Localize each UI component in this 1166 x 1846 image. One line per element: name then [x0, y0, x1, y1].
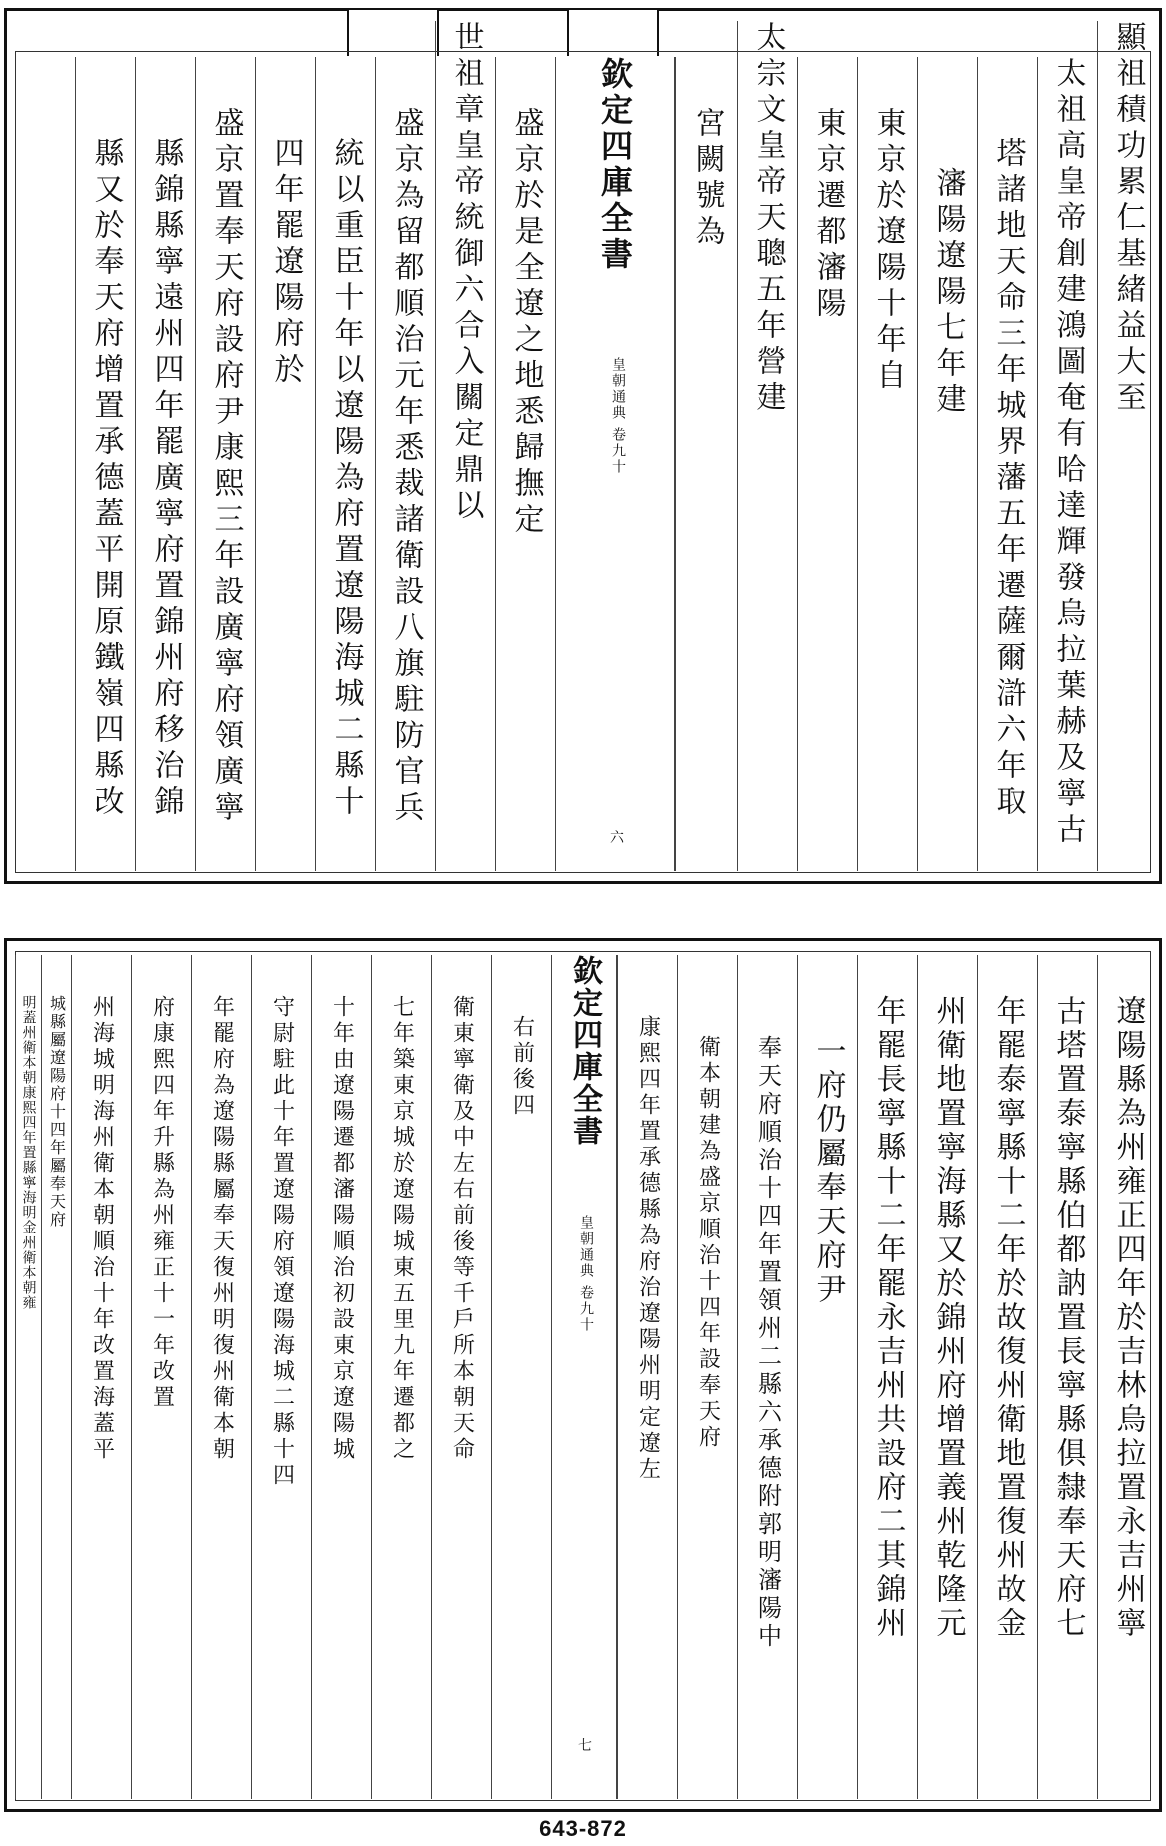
top-center-band [555, 57, 675, 871]
bottom-column: 城縣屬遼陽府十四年屬奉天府 [41, 955, 71, 1799]
plate-number: 643-872 [539, 1816, 627, 1841]
top-column: 縣又於奉天府增置承德蓋平開原鐵嶺四縣改 [75, 57, 135, 871]
bottom-column: 衛本朝建為盛京順治十四年設奉天府 [677, 955, 737, 1799]
bottom-column: 年罷泰寧縣十二年於故復州衛地置復州故金 [977, 955, 1037, 1799]
top-column: 盛京於是全遼之地悉歸撫定 [495, 57, 555, 871]
leaf-number: 七 [578, 1738, 592, 1754]
top-column: 統以重臣十年以遼陽為府置遼陽海城二縣十 [315, 57, 375, 871]
bottom-column: 年罷府為遼陽縣屬奉天復州明復州衛本朝 [191, 955, 251, 1799]
top-column: 塔諸地天命三年城界藩五年遷薩爾滸六年取 [977, 57, 1037, 871]
bottom-column: 明蓋州衛本朝康熙四年置縣寧海明金州衛本朝雍 [15, 955, 41, 1799]
top-column: 顯祖積功累仁基緒益大至 [1097, 21, 1157, 871]
bottom-column: 康熙四年置承德縣為府治遼陽州明定遼左 [617, 955, 677, 1799]
bottom-column: 古塔置泰寧縣伯都訥置長寧縣俱隸奉天府七 [1037, 955, 1097, 1799]
top-column: 世祖章皇帝統御六合入關定鼎以 [435, 21, 495, 871]
bottom-page [4, 938, 1162, 1812]
bottom-column: 七年築東京城於遼陽城東五里九年遷都之 [371, 955, 431, 1799]
bottom-column: 州衛地置寧海縣又於錦州府增置義州乾隆元 [917, 955, 977, 1799]
top-column: 宮闕號為 [675, 57, 737, 871]
library-title: 欽定四庫全書 [596, 57, 634, 273]
bottom-column: 守尉駐此十年置遼陽府領遼陽海城二縣十四 [251, 955, 311, 1799]
bottom-column: 年罷長寧縣十二年罷永吉州共設府二其錦州 [857, 955, 917, 1799]
bottom-column: 右前後四 [491, 955, 551, 1799]
bottom-column: 遼陽縣為州雍正四年於吉林烏拉置永吉州寧 [1097, 955, 1157, 1799]
leaf-number: 六 [610, 830, 624, 846]
library-title: 欽定四庫全書 [567, 955, 602, 1147]
bottom-center-band [551, 955, 617, 1799]
bottom-column: 一府仍屬奉天府尹 [797, 955, 857, 1799]
bottom-column: 十年由遼陽遷都瀋陽順治初設東京遼陽城 [311, 955, 371, 1799]
bottom-column: 府康熙四年升縣為州雍正十一年改置 [131, 955, 191, 1799]
bottom-extra-columns [8, 950, 9, 951]
top-page [4, 8, 1162, 884]
juan-number: 卷九十 [578, 1285, 594, 1333]
top-column: 太宗文皇帝天聰五年營建 [737, 21, 797, 871]
top-column: 東京於遼陽十年自 [857, 57, 917, 871]
book-title: 皇朝通典 [578, 1215, 594, 1279]
top-column: 東京遷都瀋陽 [797, 57, 857, 871]
top-column: 盛京為留都順治元年悉裁諸衛設八旗駐防官兵 [375, 57, 435, 871]
top-column: 縣錦縣寧遠州四年罷廣寧府置錦州府移治錦 [135, 57, 195, 871]
bottom-column: 奉天府順治十四年置領州二縣六承德附郭明瀋陽中 [737, 955, 797, 1799]
top-column: 盛京置奉天府設府尹康熙三年設廣寧府領廣寧 [195, 57, 255, 871]
elevated-tab-shizu [347, 8, 439, 56]
juan-number: 卷九十 [610, 427, 626, 475]
elevated-tab-taizong [567, 8, 659, 56]
top-column: 太祖高皇帝創建鴻圖奄有哈達輝發烏拉葉赫及寧古 [1037, 57, 1097, 871]
bottom-column: 州海城明海州衛本朝順治十年改置海蓋平 [71, 955, 131, 1799]
book-title: 皇朝通典 [610, 357, 626, 421]
bottom-column: 衛東寧衛及中左右前後等千戶所本朝天命 [431, 955, 491, 1799]
top-column: 四年罷遼陽府於 [255, 57, 315, 871]
top-column: 瀋陽遼陽七年建 [917, 57, 977, 871]
